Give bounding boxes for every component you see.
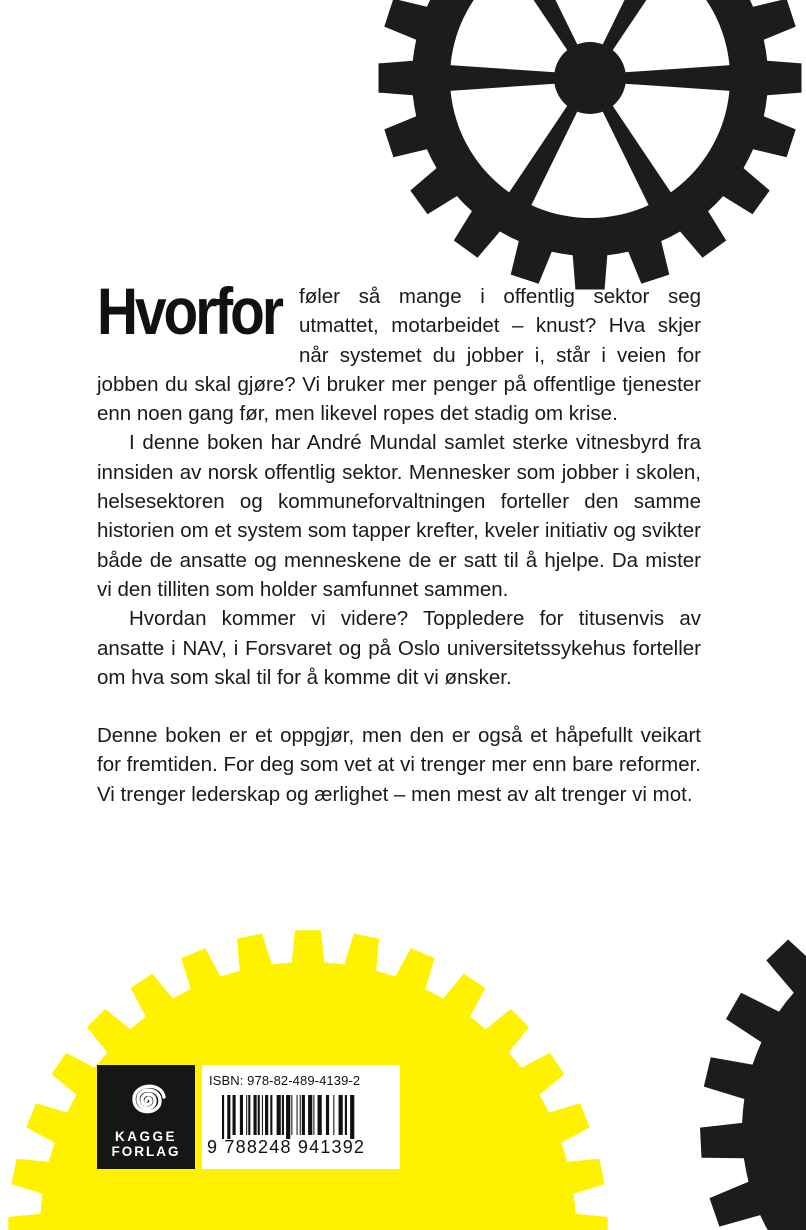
paragraph-2: I denne boken har André Mundal samlet sterke vitnesbyrd fra innsiden av norsk offentlig sektor. Mennesker som jobber i skolen, helsesektoren og kommuneforvaltningen forteller den samme historien om et system som tapper krefter, kveler initiativ og svikter både de ansatte og menneskene de er satt til å hjelpe. Da mister vi den tilliten som holder samfunnet sammen. (97, 431, 701, 601)
publisher-name-line-2: FORLAG (111, 1144, 181, 1159)
publisher-logo (97, 1065, 195, 1169)
kagge-spiral-icon (123, 1075, 169, 1125)
barcode-digits: 9 788248 941392 (207, 1137, 366, 1157)
back-cover-blurb (97, 274, 701, 809)
lead-word: Hvorfor (97, 274, 281, 348)
paragraph-1-text: føler så mange i offentlig sektor seg utmattet, motarbeidet – knust? Hva skjer når systemet du jobber i, står i veien for jobben du skal gjøre? Vi bruker mer penger på offentlige tjenester enn noen gang før, men likevel ropes det stadig om krise. (97, 285, 701, 426)
barcode-icon (222, 1095, 394, 1139)
isbn-barcode-box (202, 1065, 400, 1169)
top-gear-icon (379, 0, 802, 290)
publisher-name-line-1: KAGGE (114, 1129, 177, 1144)
isbn-label: ISBN: 978-82-489-4139-2 (209, 1073, 361, 1088)
paragraph-1 (97, 274, 701, 428)
paragraph-3: Hvordan kommer vi videre? Toppledere for titusenvis av ansatte i NAV, i Forsvaret og på Oslo universitetssykehus forteller om hva som skal til for å komme dit vi ønsker. (97, 607, 701, 689)
bottom-right-gear-icon (700, 880, 806, 1230)
paragraph-4: Denne boken er et oppgjør, men den er også et håpefullt veikart for fremtiden. For deg som vet at vi trenger mer enn bare reformer. Vi trenger lederskap og ærlighet – men mest av alt trenger vi mot. (97, 724, 701, 806)
